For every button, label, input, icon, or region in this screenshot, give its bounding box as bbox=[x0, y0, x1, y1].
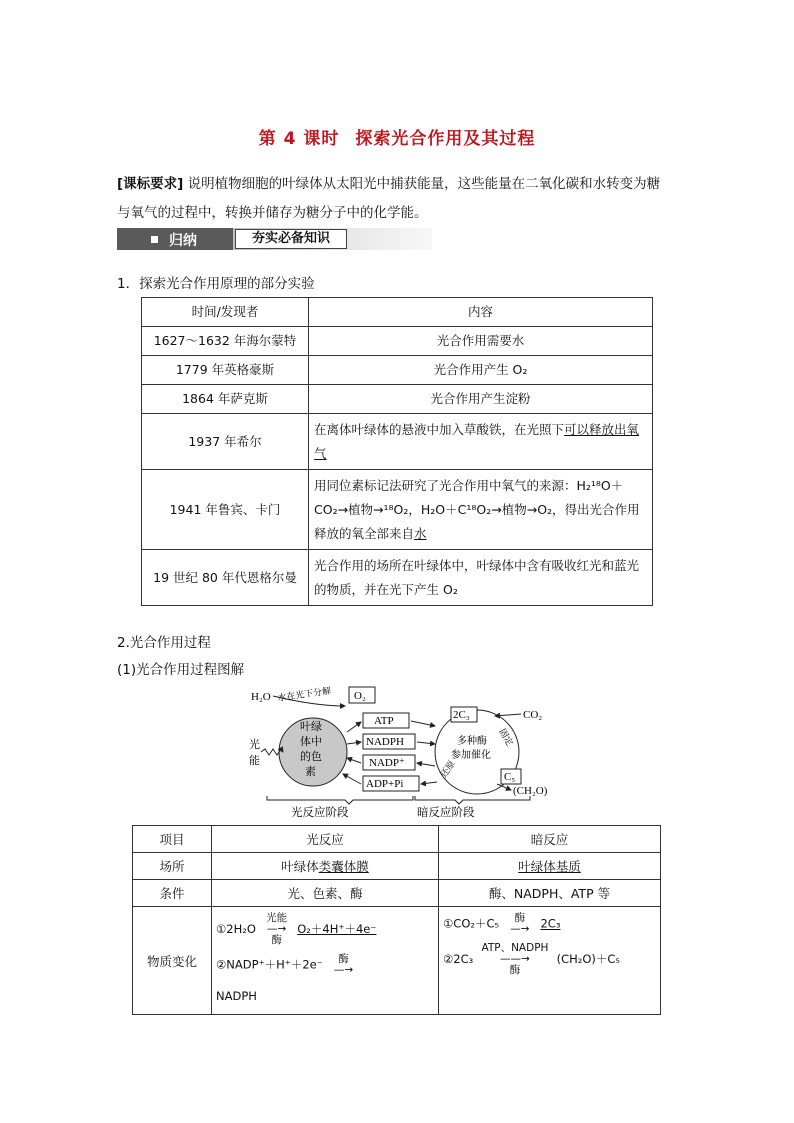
svg-text:参加催化: 参加催化 bbox=[451, 750, 491, 761]
section2-subheading: (1)光合作用过程图解 bbox=[117, 662, 245, 678]
table-row: 条件 光、色素、酶 酶、NADPH、ATP 等 bbox=[133, 880, 661, 907]
svg-text:还原: 还原 bbox=[438, 758, 457, 780]
photosynthesis-diagram bbox=[245, 686, 565, 822]
ch2o-label: (CH₂O) bbox=[513, 785, 548, 797]
pigment-label-3: 的色 bbox=[300, 751, 322, 763]
light-label-2: 能 bbox=[249, 755, 260, 767]
table-row: 物质变化 ①2H₂O 光能 —→ 酶 O₂＋4H⁺＋4e⁻ ②NADP⁺＋H⁺＋2e⁻ 酶 —→ NADPH ①CO₂＋C₅ 酶 —→ 2C₃ ②2C₃ ATP、NADPH ——→ 酶 (CH₂O)＋C₅ bbox=[133, 907, 661, 1015]
svg-text:NADPH: NADPH bbox=[366, 736, 404, 748]
light-label-1: 光 bbox=[249, 739, 260, 751]
page-title: 第 4 课时 探索光合作用及其过程 bbox=[258, 129, 536, 149]
svg-text:ATP: ATP bbox=[374, 715, 394, 727]
table-row: 1864 年萨克斯 光合作用产生淀粉 bbox=[142, 385, 653, 414]
svg-text:ADP+Pi: ADP+Pi bbox=[366, 778, 404, 790]
curriculum-requirement bbox=[117, 170, 677, 228]
section2-heading: 2.光合作用过程 bbox=[117, 635, 211, 651]
table-row: 场所 叶绿体类囊体膜 叶绿体基质 bbox=[133, 853, 661, 880]
h2o-label: H₂O bbox=[251, 691, 271, 703]
svg-text:2C₃: 2C₃ bbox=[453, 709, 470, 721]
water-split-label: 水在光下分解 bbox=[276, 686, 332, 703]
requirement-line1: 说明植物细胞的叶绿体从太阳光中捕获能量，这些能量在二氧化碳和水转变为糖 bbox=[187, 176, 661, 192]
requirement-line2: 与氧气的过程中，转换并储存为糖分子中的化学能。 bbox=[117, 205, 428, 221]
o2-box: O₂ bbox=[354, 690, 366, 702]
svg-text:固定: 固定 bbox=[497, 727, 515, 748]
table-row: 1627～1632 年海尔蒙特 光合作用需要水 bbox=[142, 327, 653, 356]
banner-text: 夯实必备知识 bbox=[235, 229, 347, 249]
svg-text:光反应阶段: 光反应阶段 bbox=[291, 807, 349, 819]
svg-text:NADP⁺: NADP⁺ bbox=[369, 757, 405, 769]
svg-text:多种酶: 多种酶 bbox=[457, 736, 487, 747]
section1-heading: 1．探索光合作用原理的部分实验 bbox=[117, 276, 315, 292]
table-header-row: 时间/发现者 内容 bbox=[142, 298, 653, 327]
pigment-label-4: 素 bbox=[305, 766, 316, 778]
section-banner bbox=[117, 228, 432, 250]
table-row: 19 世纪 80 年代恩格尔曼 光合作用的场所在叶绿体中，叶绿体中含有吸收红光和蓝光的物质，并在光下产生 O₂ bbox=[142, 550, 653, 606]
co2-label: CO₂ bbox=[523, 709, 543, 721]
pigment-label-2: 体中 bbox=[300, 736, 322, 748]
experiments-table bbox=[141, 297, 653, 606]
svg-text:C₅: C₅ bbox=[504, 771, 516, 783]
table-row: 1941 年鲁宾、卡门 用同位素标记法研究了光合作用中氧气的来源：H₂¹⁸O＋CO₂→植物→¹⁸O₂，H₂O＋C¹⁸O₂→植物→O₂，得出光合作用释放的氧全部来自水 bbox=[142, 470, 653, 550]
requirement-label: [课标要求] bbox=[117, 176, 184, 192]
table-row: 1937 年希尔 在离体叶绿体的悬液中加入草酸铁，在光照下可以释放出氧气 bbox=[142, 414, 653, 470]
pigment-label-1: 叶绿 bbox=[300, 721, 322, 733]
table-header-row: 项目 光反应 暗反应 bbox=[133, 826, 661, 853]
comparison-table bbox=[132, 825, 661, 1015]
svg-text:暗反应阶段: 暗反应阶段 bbox=[417, 807, 475, 819]
table-row: 1779 年英格豪斯 光合作用产生 O₂ bbox=[142, 356, 653, 385]
square-icon bbox=[151, 236, 158, 243]
banner-tag: 归纳 bbox=[169, 233, 197, 249]
